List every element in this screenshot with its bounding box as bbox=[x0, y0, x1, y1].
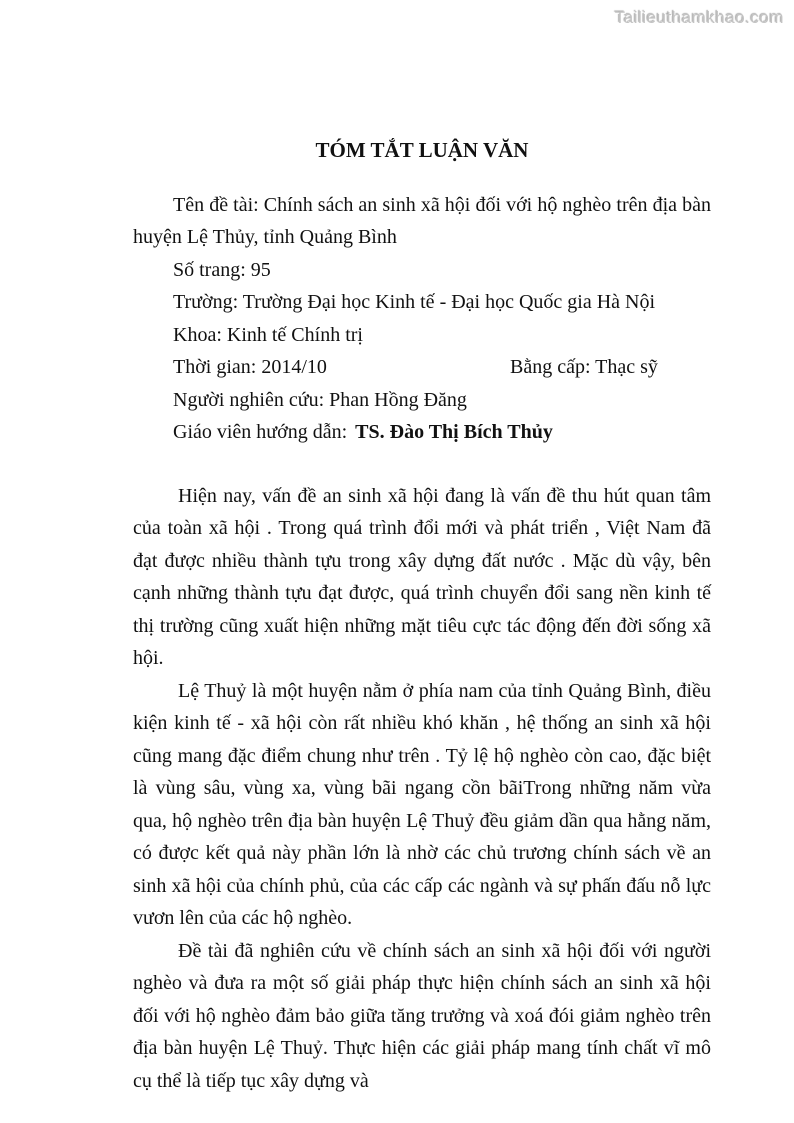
paragraph-1: Hiện nay, vấn đề an sinh xã hội đang là vấn đề thu hút quan tâm của toàn xã hội . Trong quá trình đổi mới và phát triển , Việt Nam đã đạt được nhiều thành tựu trong xây dựng đất nước . Mặc dù vậy, bên cạnh những thành tựu đạt được, quá trình chuyển đổi sang nền kinh tế thị trường cũng xuất hiện những mặt tiêu cực tác động đến đời sống xã hội. bbox=[133, 484, 711, 669]
paragraph-3: Đề tài đã nghiên cứu về chính sách an sinh xã hội đối với người nghèo và đưa ra một số giải pháp thực hiện chính sách an sinh xã hội đối với hộ nghèo đảm bảo giữa tăng trưởng và xoá đói giảm nghèo trên địa bàn huyện Lệ Thuỷ. Thực hiện các giải pháp mang tính chất vĩ mô cụ thể là tiếp tục xây dựng và bbox=[133, 939, 711, 1092]
meta-supervisor-name: TS. Đào Thị Bích Thủy bbox=[355, 421, 553, 443]
meta-page-count: Số trang: 95 bbox=[173, 258, 271, 281]
meta-faculty: Khoa: Kinh tế Chính trị bbox=[173, 323, 363, 346]
meta-date: Thời gian: 2014/10 bbox=[173, 356, 327, 378]
meta-supervisor-line bbox=[133, 416, 711, 449]
page-title: TÓM TẮT LUẬN VĂN bbox=[315, 138, 529, 162]
meta-university: Trường: Trường Đại học Kinh tế - Đại học Quốc gia Hà Nội bbox=[173, 291, 656, 313]
meta-researcher: Người nghiên cứu: Phan Hồng Đăng bbox=[173, 388, 467, 411]
site-watermark: Tailieuthamkhao.com bbox=[614, 8, 784, 27]
thesis-meta-block bbox=[133, 189, 711, 449]
document-content bbox=[133, 134, 711, 1097]
paragraph-2: Lệ Thuỷ là một huyện nằm ở phía nam của tỉnh Quảng Bình, điều kiện kinh tế - xã hội còn rất nhiều khó khăn , hệ thống an sinh xã hội cũng mang đặc điểm chung như trên . Tỷ lệ hộ nghèo còn cao, đặc biệt là vùng sâu, vùng xa, vùng bãi ngang cồn bãiTrong những năm vừa qua, hộ nghèo trên địa bàn huyện Lệ Thuỷ đều giảm dần qua hằng năm, có được kết quả này phần lớn là nhờ các chủ trương chính sách về an sinh xã hội của chính phủ, của các cấp các ngành và sự phấn đấu nỗ lực vươn lên của các hộ nghèo. bbox=[133, 679, 711, 929]
meta-supervisor-label: Giáo viên hướng dẫn: bbox=[173, 421, 348, 443]
meta-degree: Bằng cấp: Thạc sỹ bbox=[510, 356, 658, 378]
meta-topic: Tên đề tài: Chính sách an sinh xã hội đối với hộ nghèo trên địa bàn huyện Lệ Thủy, tỉnh Quảng Bình bbox=[133, 193, 711, 248]
body-text bbox=[133, 480, 711, 1098]
meta-date-degree-line bbox=[133, 351, 711, 384]
